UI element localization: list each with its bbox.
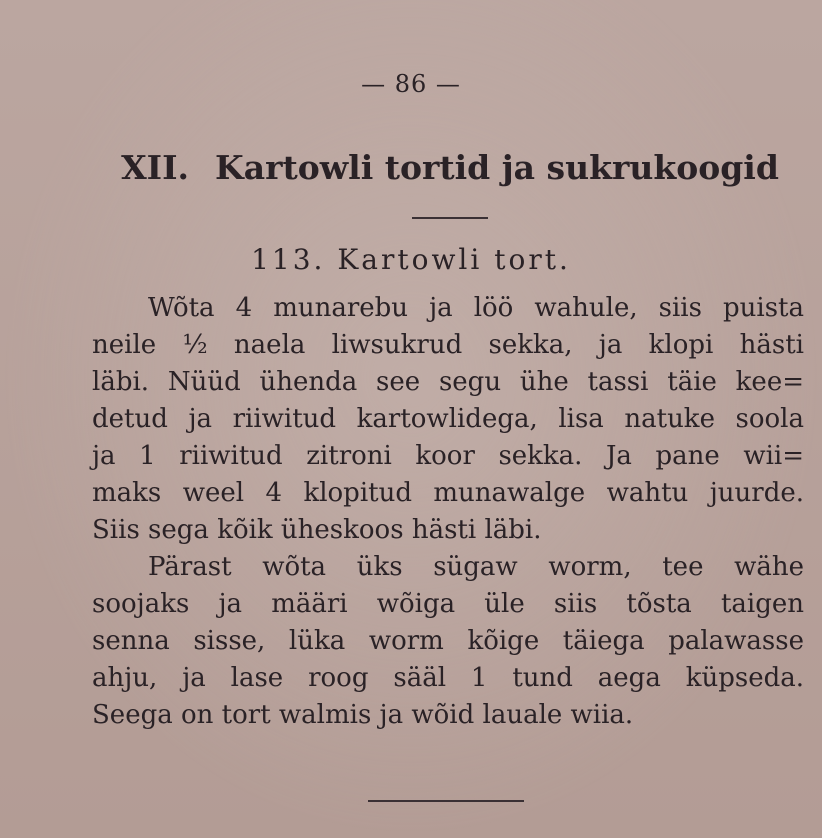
text-line: ahju, ja lase roog sääl 1 tund aega küpseda. xyxy=(92,663,804,693)
text-line: Siis sega kõik üheskoos hästi läbi. xyxy=(92,515,542,545)
text-line: detud ja riiwitud kartowlidega, lisa natuke soola xyxy=(92,404,804,434)
chapter-title: Kartowli tortid ja sukrukoogid xyxy=(215,148,779,187)
text-line: Wõta 4 munarebu ja löö wahule, siis puista xyxy=(148,293,804,323)
chapter-heading xyxy=(70,148,822,187)
end-divider xyxy=(368,800,524,802)
recipe-body xyxy=(92,290,804,734)
text-line: soojaks ja määri wõiga üle siis tõsta taigen xyxy=(92,589,804,619)
text-line: Seega on tort walmis ja wõid lauale wiia. xyxy=(92,700,634,730)
section-divider xyxy=(412,217,488,219)
text-line: läbi. Nüüd ühenda see segu ühe tassi täie kee= xyxy=(92,367,804,397)
text-line: Pärast wõta üks sügaw worm, tee wähe xyxy=(148,552,804,582)
text-line: neile ½ naela liwsukrud sekka, ja klopi hästi xyxy=(92,330,804,360)
text-line: senna sisse, lüka worm kõige täiega palawasse xyxy=(92,626,804,656)
page-number: — 86 — xyxy=(361,70,461,98)
recipe-title: 113. Kartowli tort. xyxy=(251,243,571,276)
text-line: maks weel 4 klopitud munawalge wahtu juurde. xyxy=(92,478,804,508)
text-line: ja 1 riiwitud zitroni koor sekka. Ja pane wii= xyxy=(92,441,804,471)
chapter-numeral: XII. xyxy=(121,148,190,187)
